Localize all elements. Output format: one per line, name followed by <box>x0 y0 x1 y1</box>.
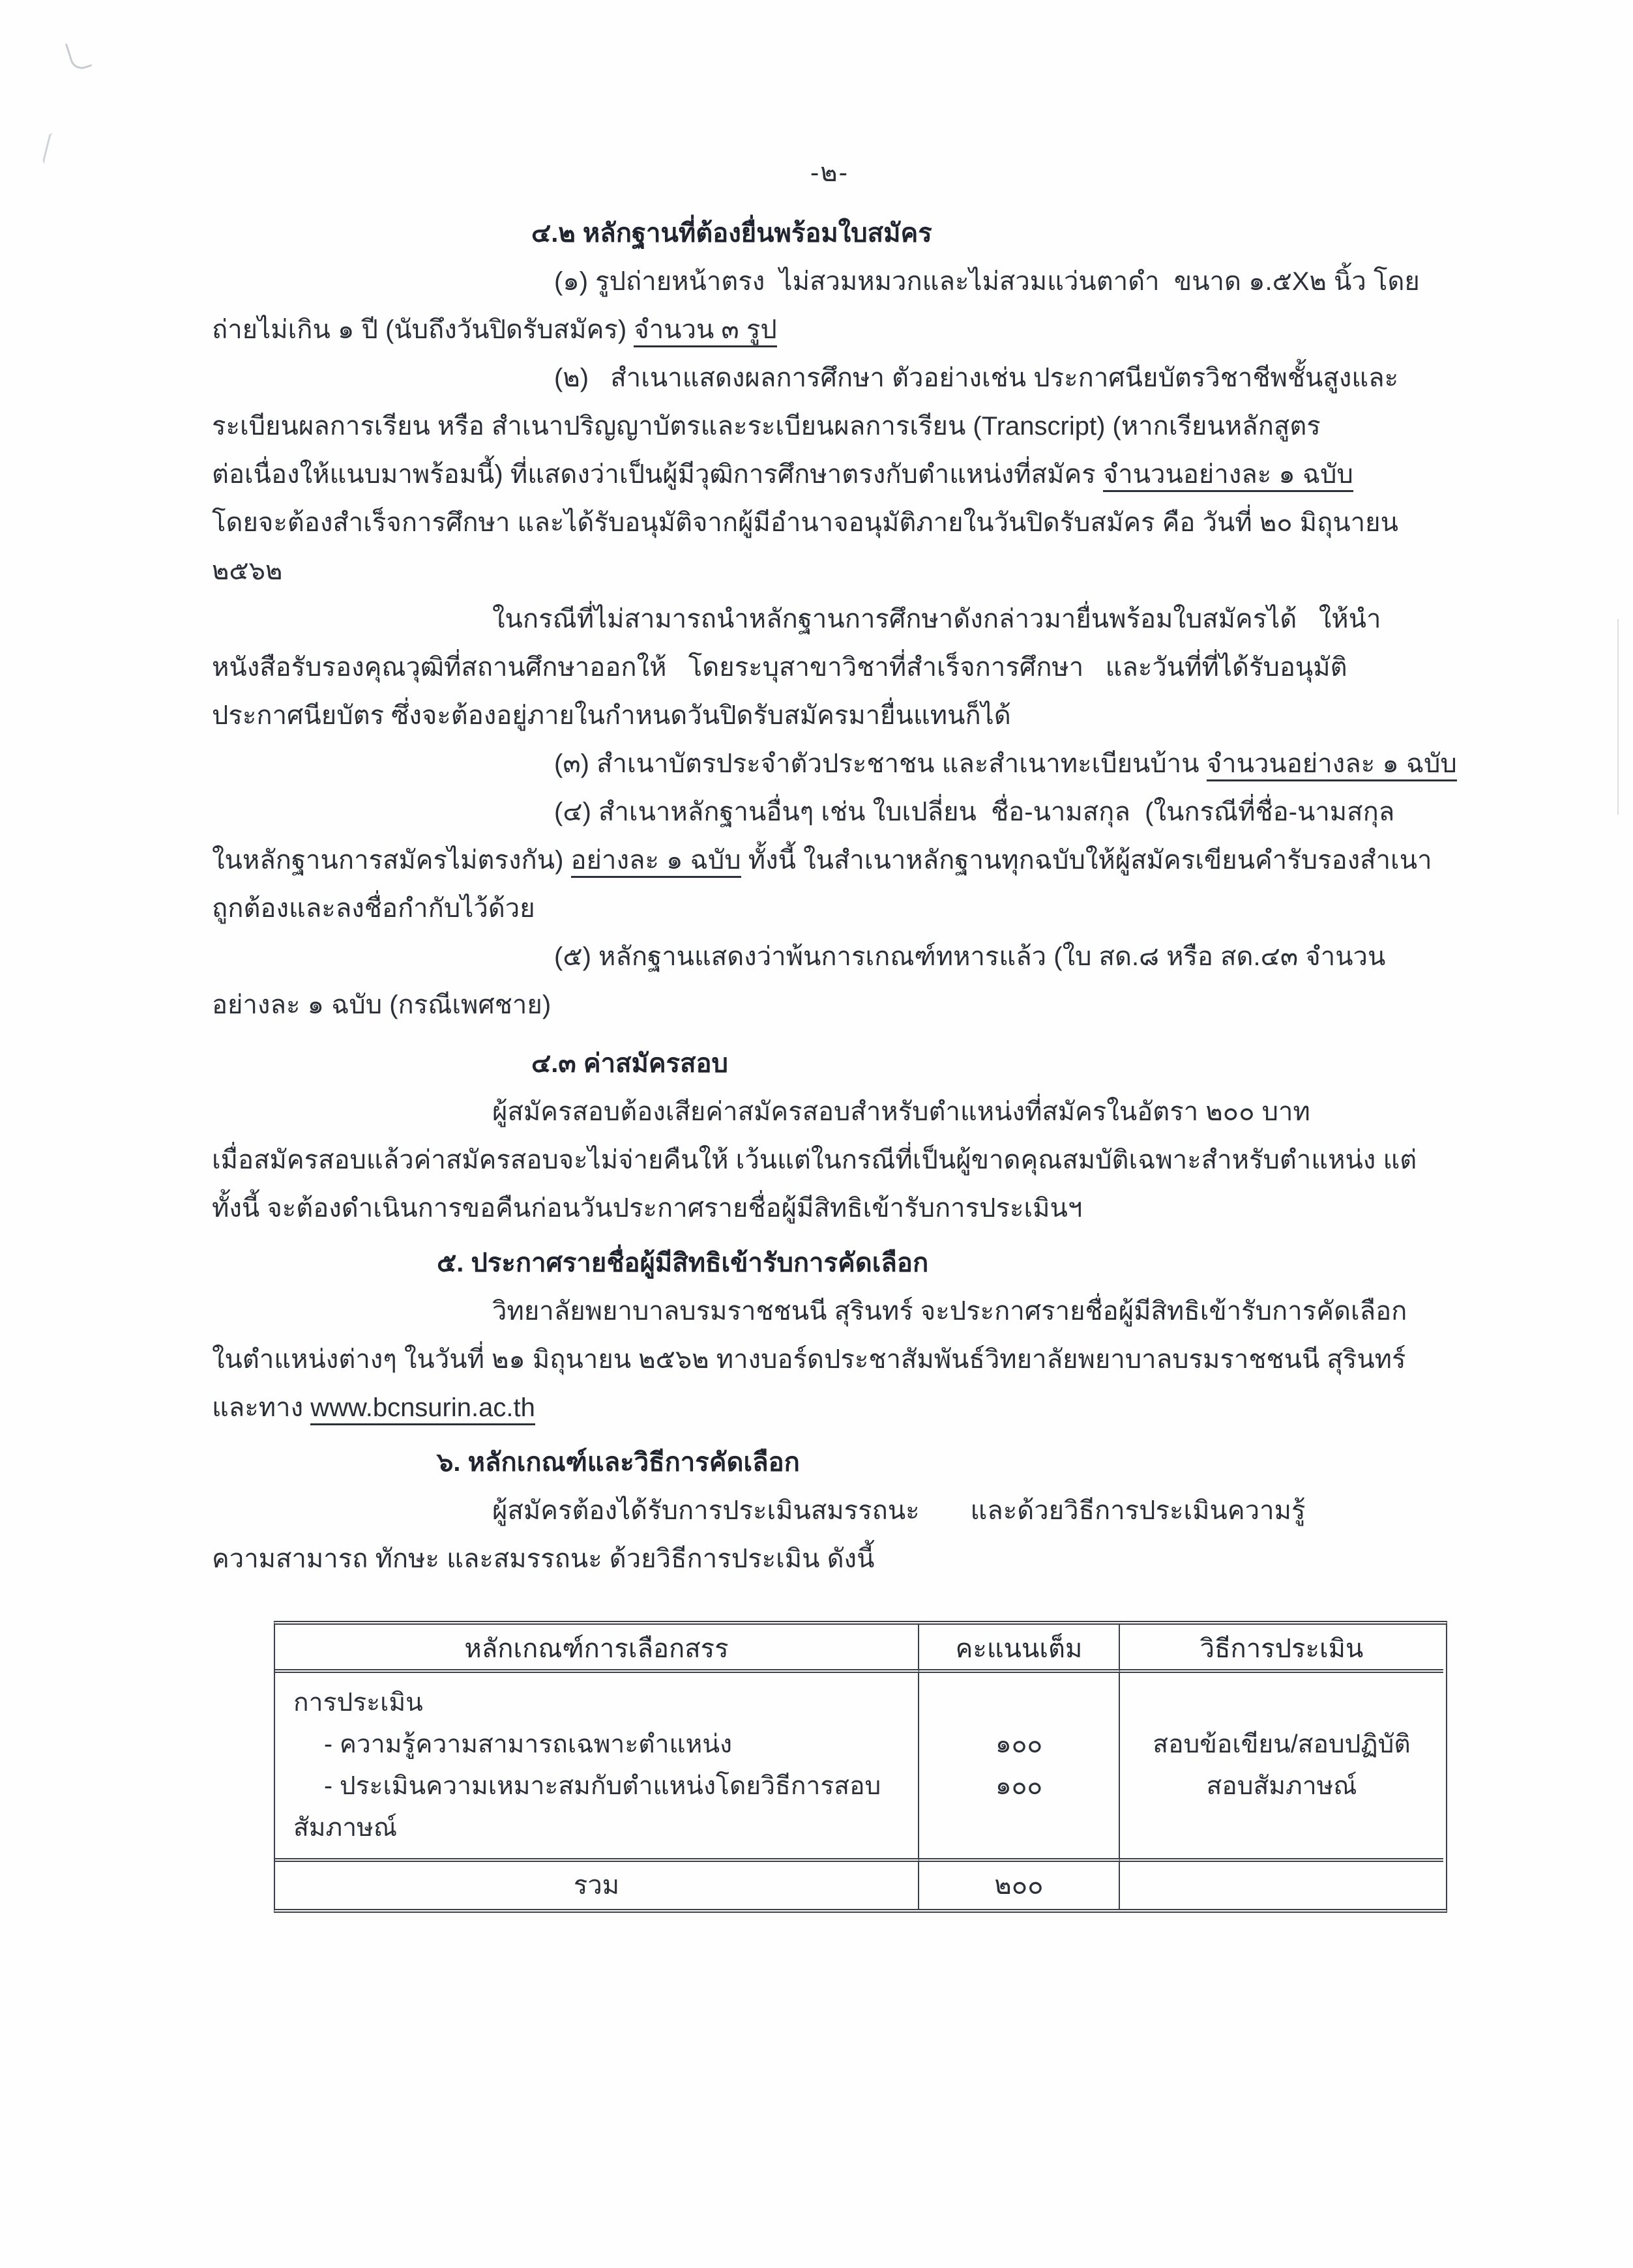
item-2-line-5: ๒๕๖๒ <box>212 557 283 585</box>
item-5-line-2: อย่างละ ๑ ฉบับ (กรณีเพศชาย) <box>212 991 552 1019</box>
text-segment: ถ่ายไม่เกิน ๑ ปี (นับถึงวันปิดรับสมัคร) <box>212 315 634 344</box>
paragraph-line: ประกาศนียบัตร ซึ่งจะต้องอยู่ภายในกำหนดวันปิดรับสมัครมายื่นแทนก็ได้ <box>212 701 1011 730</box>
paragraph-line: ในตำแหน่งต่างๆ ในวันที่ ๒๑ มิถุนายน ๒๕๖๒ ทางบอร์ดประชาสัมพันธ์วิทยาลัยพยาบาลบรมราชชนนี สุรินทร์ <box>212 1345 1406 1374</box>
criteria-cell <box>275 1673 919 1862</box>
item-5-line-1: (๕) หลักฐานแสดงว่าพ้นการเกณฑ์ทหารแล้ว (ใบ สด.๘ หรือ สด.๔๓ จำนวน <box>554 942 1386 971</box>
paragraph-line: ในกรณีที่ไม่สามารถนำหลักฐานการศึกษาดังกล่าวมายื่นพร้อมใบสมัครได้ ให้นำ <box>492 605 1381 633</box>
item-4-line-2 <box>212 836 1447 884</box>
text-segment: ทั้งนี้ ในสำเนาหลักฐานทุกฉบับให้ผู้สมัครเขียนคำรับรองสำเนา <box>741 846 1432 875</box>
underlined-text: จำนวนอย่างละ ๑ ฉบับ <box>1103 460 1353 492</box>
section-4-2-heading: ๔.๒ หลักฐานที่ต้องยื่นพร้อมใบสมัคร <box>531 219 932 248</box>
total-method-empty <box>1120 1862 1443 1909</box>
table-body-row <box>275 1673 1446 1862</box>
scan-artifact <box>65 38 92 72</box>
item-2-line-3 <box>212 450 1447 499</box>
table-header-row <box>275 1625 1446 1673</box>
text-segment: ต่อเนื่องให้แนบมาพร้อมนี้) ที่แสดงว่าเป็นผู้มีวุฒิการศึกษาตรงกับตำแหน่งที่สมัคร <box>212 460 1103 489</box>
spacer <box>1120 1807 1443 1849</box>
criteria-item: - ความรู้ความสามารถเฉพาะตำแหน่ง <box>324 1730 733 1758</box>
spacer <box>1120 1682 1443 1724</box>
paragraph-line: ความสามารถ ทักษะ และสมรรถนะ ด้วยวิธีการประเมิน ดังนี้ <box>212 1545 875 1573</box>
paragraph-line: ผู้สมัครต้องได้รับการประเมินสมรรถนะ และด้วยวิธีการประเมินความรู้ <box>492 1496 1306 1525</box>
score-cell <box>919 1673 1120 1862</box>
table-header-criteria: หลักเกณฑ์การเลือกสรร <box>275 1625 919 1673</box>
underlined-text: อย่างละ ๑ ฉบับ <box>571 846 741 878</box>
document-content <box>212 147 1457 1913</box>
score-value: ๑๐๐ <box>995 1730 1043 1758</box>
spacer <box>919 1807 1119 1849</box>
item-3-line-1 <box>212 740 1457 788</box>
website-link: www.bcnsurin.ac.th <box>310 1393 535 1425</box>
table-header-method: วิธีการประเมิน <box>1120 1625 1443 1673</box>
method-value: สอบสัมภาษณ์ <box>1206 1772 1357 1800</box>
item-1-line-2 <box>212 306 1447 354</box>
total-score: ๒๐๐ <box>919 1862 1120 1909</box>
table-header-score: คะแนนเต็ม <box>919 1625 1120 1673</box>
item-4-line-1: (๔) สำเนาหลักฐานอื่นๆ เช่น ใบเปลี่ยน ชื่อ-นามสกุล (ในกรณีที่ชื่อ-นามสกุล <box>554 798 1395 826</box>
score-value: ๑๐๐ <box>995 1772 1043 1800</box>
page-number: -๒- <box>810 158 849 187</box>
website-line <box>212 1384 1447 1432</box>
underlined-text: จำนวน ๓ รูป <box>634 315 777 347</box>
text-segment: (๓) สำเนาบัตรประจำตัวประชาชน และสำเนาทะเบียนบ้าน <box>554 749 1207 778</box>
text-segment: ในหลักฐานการสมัครไม่ตรงกัน) <box>212 846 571 875</box>
item-4-line-3: ถูกต้องและลงชื่อกำกับไว้ด้วย <box>212 894 535 923</box>
item-1-line-1: (๑) รูปถ่ายหน้าตรง ไม่สวมหมวกและไม่สวมแว่นตาดำ ขนาด ๑.๕X๒ นิ้ว โดย <box>554 267 1420 296</box>
item-2-line-2: ระเบียนผลการเรียน หรือ สำเนาปริญญาบัตรและระเบียนผลการเรียน (Transcript) (หากเรียนหลักสูตร <box>212 412 1321 441</box>
paragraph-line: วิทยาลัยพยาบาลบรมราชชนนี สุรินทร์ จะประกาศรายชื่อผู้มีสิทธิเข้ารับการคัดเลือก <box>492 1297 1407 1326</box>
section-6-heading: ๖. หลักเกณฑ์และวิธีการคัดเลือก <box>437 1448 800 1477</box>
scan-artifact <box>1617 619 1619 815</box>
method-value: สอบข้อเขียน/สอบปฏิบัติ <box>1153 1730 1411 1758</box>
underlined-text: จำนวนอย่างละ ๑ ฉบับ <box>1207 749 1457 781</box>
table-total-row <box>275 1862 1446 1909</box>
criteria-item-wrap: สัมภาษณ์ <box>293 1814 398 1842</box>
item-2-line-1: (๒) สำเนาแสดงผลการศึกษา ตัวอย่างเช่น ประกาศนียบัตรวิชาชีพชั้นสูงและ <box>554 364 1399 392</box>
item-2-line-4: โดยจะต้องสำเร็จการศึกษา และได้รับอนุมัติจากผู้มีอำนาจอนุมัติภายในวันปิดรับสมัคร คือ วันที่ ๒๐ มิถุนายน <box>212 508 1398 537</box>
criteria-group-label: การประเมิน <box>293 1689 423 1717</box>
paragraph-line: หนังสือรับรองคุณวุฒิที่สถานศึกษาออกให้ โดยระบุสาขาวิชาที่สำเร็จการศึกษา และวันที่ที่ได้รับอนุมัติ <box>212 653 1347 682</box>
scan-artifact <box>42 132 56 164</box>
spacer <box>919 1682 1119 1724</box>
paragraph-line: ทั้งนี้ จะต้องดำเนินการขอคืนก่อนวันประกาศรายชื่อผู้มีสิทธิเข้ารับการประเมินฯ <box>212 1194 1083 1223</box>
criteria-item: - ประเมินความเหมาะสมกับตำแหน่งโดยวิธีการสอบ <box>324 1772 881 1800</box>
total-label: รวม <box>275 1862 919 1909</box>
method-cell <box>1120 1673 1443 1862</box>
section-5-heading: ๕. ประกาศรายชื่อผู้มีสิทธิเข้ารับการคัดเลือก <box>437 1249 929 1277</box>
paragraph-line: เมื่อสมัครสอบแล้วค่าสมัครสอบจะไม่จ่ายคืนให้ เว้นแต่ในกรณีที่เป็นผู้ขาดคุณสมบัติเฉพาะสำหรับตำแหน่ง แต่ <box>212 1146 1417 1174</box>
section-4-3-heading: ๔.๓ ค่าสมัครสอบ <box>531 1049 728 1078</box>
text-segment: และทาง <box>212 1393 311 1422</box>
paragraph-line: ผู้สมัครสอบต้องเสียค่าสมัครสอบสำหรับตำแหน่งที่สมัครในอัตรา ๒๐๐ บาท <box>492 1098 1310 1126</box>
evaluation-table <box>274 1621 1447 1913</box>
